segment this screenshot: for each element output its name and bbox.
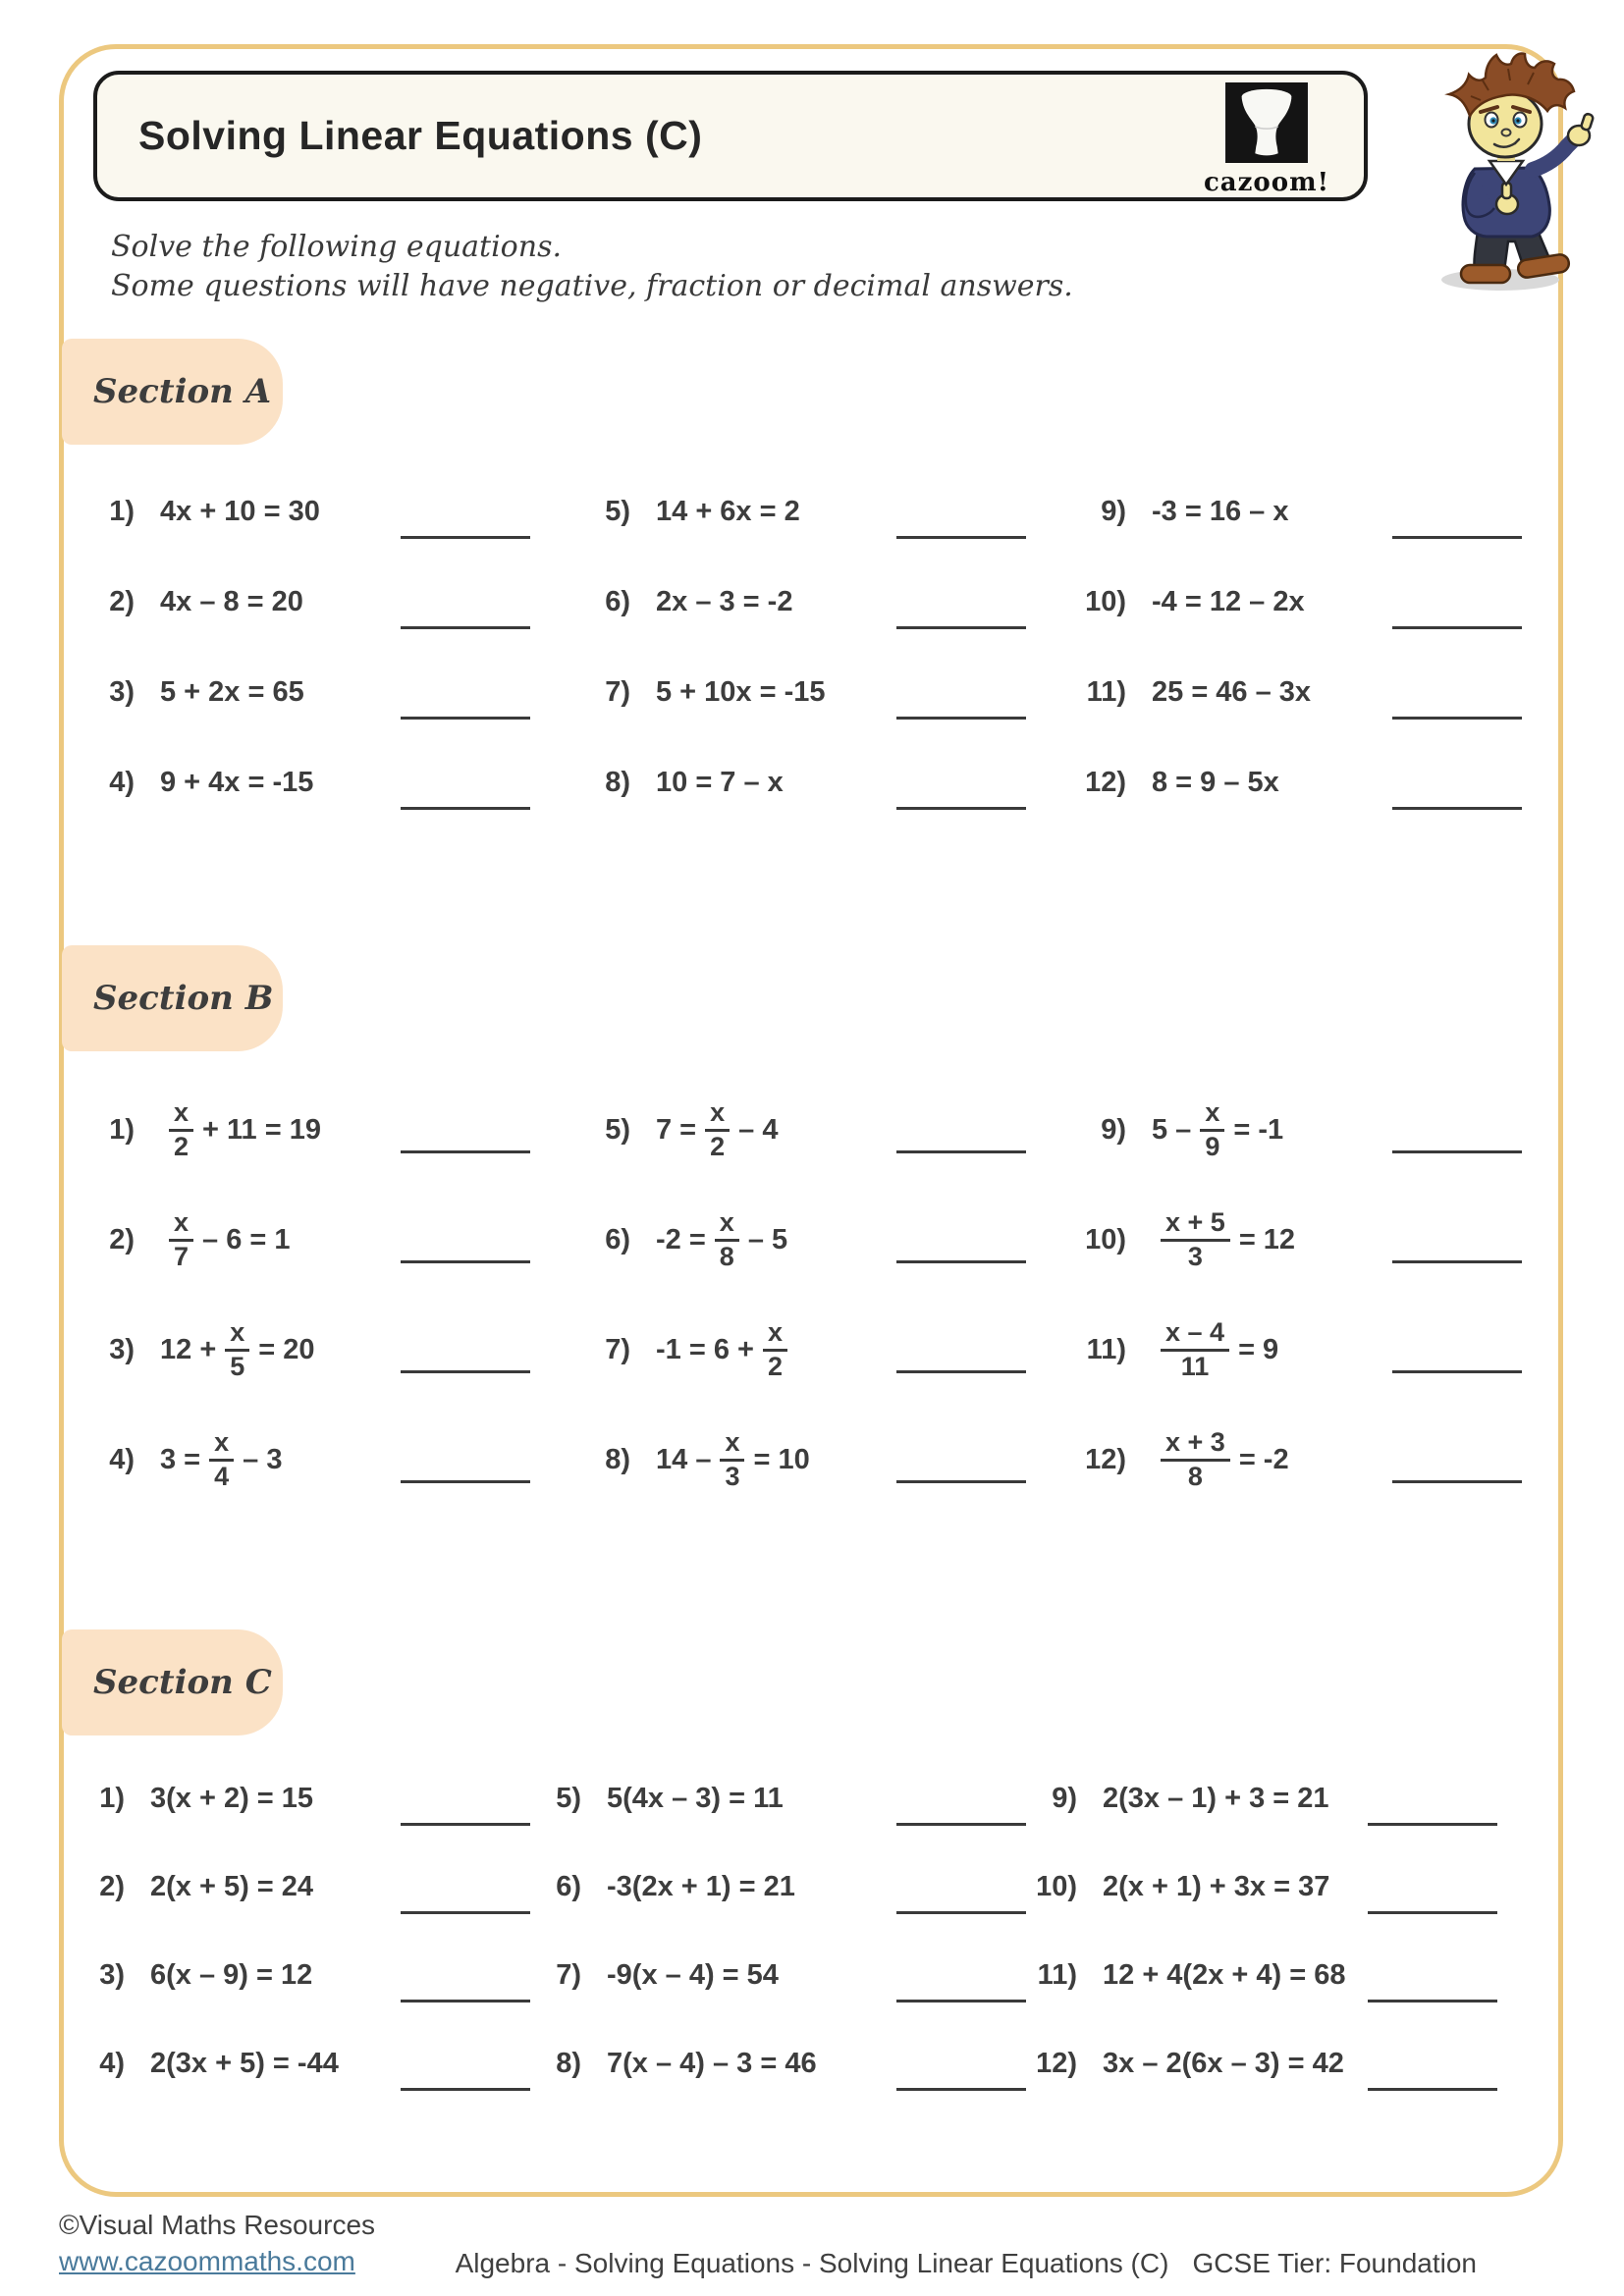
equation	[1152, 676, 1311, 709]
fraction-numerator: x	[169, 1098, 193, 1131]
question-number: 9)	[1101, 495, 1126, 527]
fraction-numerator: x	[763, 1318, 787, 1351]
equation-text: 8 = 9 – 5x	[1152, 766, 1279, 798]
fraction	[1161, 1318, 1229, 1380]
question-number: 5)	[605, 1113, 630, 1146]
fraction	[720, 1428, 744, 1490]
question-number: 11)	[1037, 1958, 1077, 1991]
question-number: 3)	[109, 675, 135, 708]
answer-line[interactable]	[896, 1260, 1026, 1263]
equation-text: 2x – 3 = -2	[656, 585, 793, 617]
instructions	[111, 228, 1073, 306]
equation-text: + 11 = 19	[202, 1113, 321, 1146]
answer-line[interactable]	[896, 717, 1026, 720]
answer-line[interactable]	[896, 1480, 1026, 1483]
question-number: 5)	[605, 495, 630, 527]
answer-line[interactable]	[401, 2088, 530, 2091]
fraction	[169, 1208, 193, 1270]
answer-line[interactable]	[401, 717, 530, 720]
equation-text: -4 = 12 – 2x	[1152, 585, 1305, 617]
section-a-questions	[83, 466, 1522, 828]
question-row	[579, 1295, 1026, 1405]
equation-text: -1 = 6 +	[656, 1333, 754, 1365]
question-row	[530, 1842, 1026, 1931]
question-number: 12)	[1036, 2047, 1077, 2079]
equation-text: 14 –	[656, 1443, 712, 1475]
answer-line[interactable]	[1392, 1260, 1522, 1263]
equation-text: 3(x + 2) = 15	[150, 1782, 314, 1814]
question-number: 4)	[109, 1443, 135, 1475]
equation-text: 2(x + 5) = 24	[150, 1870, 314, 1902]
question-number: 1)	[99, 1782, 125, 1814]
equation-text: = 9	[1238, 1333, 1279, 1365]
question-row	[83, 557, 530, 647]
fraction-denominator: 2	[767, 1351, 783, 1381]
fraction-denominator: 11	[1180, 1351, 1210, 1381]
instructions-line-2: Some questions will have negative, fraction or decimal answers.	[111, 269, 1073, 303]
equation	[150, 1871, 313, 1903]
question-row	[83, 1185, 530, 1295]
question-number: 12)	[1085, 766, 1126, 798]
equation	[656, 767, 784, 799]
question-row	[83, 1295, 530, 1405]
answer-line[interactable]	[1392, 626, 1522, 629]
fraction-numerator: x	[715, 1208, 739, 1241]
footer-left	[59, 2207, 375, 2279]
equation-text: 5 –	[1152, 1113, 1192, 1146]
answer-line[interactable]	[401, 1370, 530, 1373]
question-number: 11)	[1086, 675, 1126, 708]
question-number: 5)	[556, 1782, 581, 1814]
fraction-numerator: x	[169, 1208, 193, 1241]
answer-line[interactable]	[1368, 2000, 1497, 2002]
question-number: 12)	[1085, 1443, 1126, 1475]
page-title: Solving Linear Equations (C)	[138, 113, 703, 158]
question-number: 2)	[109, 1223, 135, 1255]
equation	[160, 676, 304, 709]
footer-tier: GCSE Tier: Foundation	[1192, 2248, 1477, 2278]
title-box	[93, 71, 1368, 201]
fraction-numerator: x	[705, 1098, 730, 1131]
equation-text: 12 +	[160, 1333, 217, 1365]
equation	[656, 1428, 810, 1490]
question-number: 11)	[1086, 1333, 1126, 1365]
equation	[160, 586, 303, 618]
fraction-denominator: 2	[174, 1131, 189, 1161]
equation-text: = -1	[1233, 1113, 1284, 1146]
fraction	[209, 1428, 234, 1490]
question-number: 7)	[556, 1958, 581, 1991]
answer-line[interactable]	[896, 1911, 1026, 1914]
question-row	[1075, 647, 1522, 737]
question-number: 1)	[109, 495, 135, 527]
fraction	[169, 1098, 193, 1160]
equation-text: 9 + 4x = -15	[160, 766, 314, 798]
equation-text: 7(x – 4) – 3 = 46	[607, 2047, 817, 2079]
question-number: 9)	[1052, 1782, 1077, 1814]
equation-text: = 12	[1238, 1223, 1296, 1255]
equation-text: 4x + 10 = 30	[160, 495, 320, 527]
question-number: 1)	[109, 1113, 135, 1146]
website-link[interactable]: www.cazoommaths.com	[59, 2246, 355, 2276]
equation	[160, 496, 320, 528]
equation-text: 4x – 8 = 20	[160, 585, 303, 617]
question-row	[579, 1075, 1026, 1185]
equation-text: = 20	[258, 1333, 315, 1365]
question-number: 6)	[605, 1223, 630, 1255]
footer-breadcrumb: Algebra - Solving Equations - Solving Linear Equations (C)	[455, 2248, 1169, 2278]
equation-text: 2(x + 1) + 3x = 37	[1103, 1870, 1330, 1902]
equation	[1103, 1783, 1329, 1815]
equation-text: 3 =	[160, 1443, 201, 1475]
question-row	[83, 466, 530, 557]
question-number: 10)	[1085, 1223, 1126, 1255]
equation	[1152, 1318, 1278, 1380]
equation-text: 5(4x – 3) = 11	[607, 1782, 784, 1814]
question-row	[83, 1075, 530, 1185]
equation-text: -3 = 16 – x	[1152, 495, 1289, 527]
question-number: 6)	[556, 1870, 581, 1902]
question-number: 3)	[109, 1333, 135, 1365]
equation	[160, 1098, 321, 1160]
question-number: 2)	[99, 1870, 125, 1902]
answer-line[interactable]	[896, 1823, 1026, 1826]
equation	[150, 2048, 339, 2080]
fraction-numerator: x	[1200, 1098, 1224, 1131]
question-row	[1075, 1405, 1522, 1515]
equation	[656, 1208, 787, 1270]
fraction-denominator: 4	[214, 1461, 230, 1491]
fraction	[763, 1318, 787, 1380]
equation	[160, 1428, 282, 1490]
equation	[656, 1318, 796, 1380]
equation-text: = 10	[753, 1443, 810, 1475]
question-row	[74, 1842, 530, 1931]
question-number: 9)	[1101, 1113, 1126, 1146]
question-row	[74, 2019, 530, 2108]
mascot-boy-thumbs-up-icon	[1414, 51, 1600, 301]
fraction	[1200, 1098, 1224, 1160]
copyright-text: ©Visual Maths Resources	[59, 2210, 376, 2240]
answer-line[interactable]	[896, 2088, 1026, 2091]
equation	[150, 1783, 313, 1815]
question-number: 10)	[1036, 1870, 1077, 1902]
section-b-label: Section B	[62, 945, 283, 1051]
drum-icon	[1225, 82, 1308, 163]
question-number: 3)	[99, 1958, 125, 1991]
answer-line[interactable]	[401, 536, 530, 539]
fraction-denominator: 5	[230, 1351, 245, 1381]
section-c-questions	[74, 1754, 1497, 2108]
answer-line[interactable]	[401, 1911, 530, 1914]
equation	[1152, 586, 1305, 618]
equation	[607, 2048, 817, 2080]
answer-line[interactable]	[896, 626, 1026, 629]
equation-text: 10 = 7 – x	[656, 766, 784, 798]
question-row	[579, 1185, 1026, 1295]
equation-text: 6(x – 9) = 12	[150, 1958, 313, 1991]
answer-line[interactable]	[401, 1823, 530, 1826]
fraction-denominator: 7	[174, 1241, 189, 1271]
fraction	[705, 1098, 730, 1160]
equation-text: -2 =	[656, 1223, 706, 1255]
answer-line[interactable]	[401, 626, 530, 629]
question-row	[579, 647, 1026, 737]
question-row	[1026, 2019, 1497, 2108]
equation-text: -9(x – 4) = 54	[607, 1958, 779, 1991]
question-row	[83, 647, 530, 737]
equation	[656, 496, 800, 528]
equation	[1152, 767, 1279, 799]
equation	[607, 1783, 784, 1815]
answer-line[interactable]	[896, 536, 1026, 539]
question-number: 10)	[1085, 585, 1126, 617]
question-row	[1026, 1931, 1497, 2019]
answer-line[interactable]	[401, 807, 530, 810]
answer-line[interactable]	[401, 1260, 530, 1263]
equation-text: – 5	[747, 1223, 788, 1255]
question-number: 8)	[556, 2047, 581, 2079]
fraction-numerator: x	[225, 1318, 249, 1351]
question-number: 8)	[605, 766, 630, 798]
fraction-numerator: x	[720, 1428, 744, 1461]
question-row	[579, 1405, 1026, 1515]
equation	[607, 1871, 795, 1903]
equation-text: -3(2x + 1) = 21	[607, 1870, 795, 1902]
question-number: 2)	[109, 585, 135, 617]
equation	[1103, 1959, 1346, 1992]
equation-text: 3x – 2(6x – 3) = 42	[1103, 2047, 1344, 2079]
fraction	[1161, 1208, 1230, 1270]
question-row	[530, 1931, 1026, 2019]
fraction-denominator: 2	[710, 1131, 726, 1161]
question-row	[1026, 1842, 1497, 1931]
answer-line[interactable]	[896, 2000, 1026, 2002]
equation	[150, 1959, 312, 1992]
question-row	[530, 1754, 1026, 1842]
equation	[160, 1318, 315, 1380]
question-row	[530, 2019, 1026, 2108]
equation	[607, 1959, 779, 1992]
thumb-up-hand-right	[1568, 113, 1594, 145]
fraction	[1161, 1428, 1230, 1490]
question-number: 4)	[109, 766, 135, 798]
question-row	[74, 1931, 530, 2019]
equation-text: 2(3x – 1) + 3 = 21	[1103, 1782, 1329, 1814]
answer-line[interactable]	[401, 1150, 530, 1153]
fraction-denominator: 8	[719, 1241, 734, 1271]
question-row	[1075, 1295, 1522, 1405]
question-row	[1075, 1185, 1522, 1295]
fraction-numerator: x – 4	[1161, 1318, 1229, 1351]
equation-text: 7 =	[656, 1113, 697, 1146]
answer-line[interactable]	[896, 1150, 1026, 1153]
equation-text: 2(3x + 5) = -44	[150, 2047, 339, 2079]
question-number: 7)	[605, 1333, 630, 1365]
fraction	[225, 1318, 249, 1380]
answer-line[interactable]	[1392, 717, 1522, 720]
equation	[1103, 2048, 1344, 2080]
question-row	[1026, 1754, 1497, 1842]
question-row	[83, 1405, 530, 1515]
answer-line[interactable]	[1392, 536, 1522, 539]
answer-line[interactable]	[1368, 1823, 1497, 1826]
question-row	[1075, 737, 1522, 828]
instructions-line-1: Solve the following equations.	[111, 230, 562, 264]
fraction-denominator: 8	[1187, 1461, 1203, 1491]
logo-wordmark: cazoom!	[1203, 168, 1330, 197]
equation-text: 14 + 6x = 2	[656, 495, 800, 527]
question-row	[579, 737, 1026, 828]
fraction-numerator: x + 3	[1161, 1428, 1230, 1461]
answer-line[interactable]	[1392, 1480, 1522, 1483]
section-b-questions	[83, 1075, 1522, 1515]
section-c-label: Section C	[62, 1629, 283, 1735]
answer-line[interactable]	[1392, 1150, 1522, 1153]
cazoom-logo	[1203, 82, 1330, 197]
fraction-numerator: x	[209, 1428, 234, 1461]
question-number: 8)	[605, 1443, 630, 1475]
equation	[1103, 1871, 1329, 1903]
equation	[160, 1208, 291, 1270]
question-row	[1075, 466, 1522, 557]
equation-text: – 6 = 1	[202, 1223, 291, 1255]
question-row	[83, 737, 530, 828]
answer-line[interactable]	[401, 2000, 530, 2002]
question-number: 7)	[605, 675, 630, 708]
question-row	[1075, 557, 1522, 647]
question-row	[1075, 1075, 1522, 1185]
section-a-label: Section A	[62, 339, 283, 445]
fraction-numerator: x + 5	[1161, 1208, 1230, 1241]
fraction-denominator: 3	[1187, 1241, 1203, 1271]
question-row	[579, 557, 1026, 647]
equation	[656, 1098, 778, 1160]
equation-text: – 4	[738, 1113, 779, 1146]
equation-text: 12 + 4(2x + 4) = 68	[1103, 1958, 1346, 1991]
fraction-denominator: 3	[725, 1461, 740, 1491]
equation	[656, 586, 792, 618]
question-number: 6)	[605, 585, 630, 617]
equation	[1152, 496, 1288, 528]
fraction-denominator: 9	[1205, 1131, 1220, 1161]
answer-line[interactable]	[401, 1480, 530, 1483]
equation-text: 5 + 10x = -15	[656, 675, 826, 708]
answer-line[interactable]	[1368, 1911, 1497, 1914]
equation	[1152, 1098, 1283, 1160]
answer-line[interactable]	[896, 1370, 1026, 1373]
equation	[656, 676, 826, 709]
equation	[1152, 1428, 1289, 1490]
answer-line[interactable]	[1392, 807, 1522, 810]
question-number: 4)	[99, 2047, 125, 2079]
equation	[1152, 1208, 1295, 1270]
equation	[160, 767, 313, 799]
answer-line[interactable]	[1368, 2088, 1497, 2091]
question-row	[579, 466, 1026, 557]
question-row	[74, 1754, 530, 1842]
equation-text: 5 + 2x = 65	[160, 675, 304, 708]
fraction	[715, 1208, 739, 1270]
equation-text: – 3	[243, 1443, 283, 1475]
equation-text: 25 = 46 – 3x	[1152, 675, 1312, 708]
answer-line[interactable]	[1392, 1370, 1522, 1373]
equation-text: = -2	[1238, 1443, 1289, 1475]
answer-line[interactable]	[896, 807, 1026, 810]
